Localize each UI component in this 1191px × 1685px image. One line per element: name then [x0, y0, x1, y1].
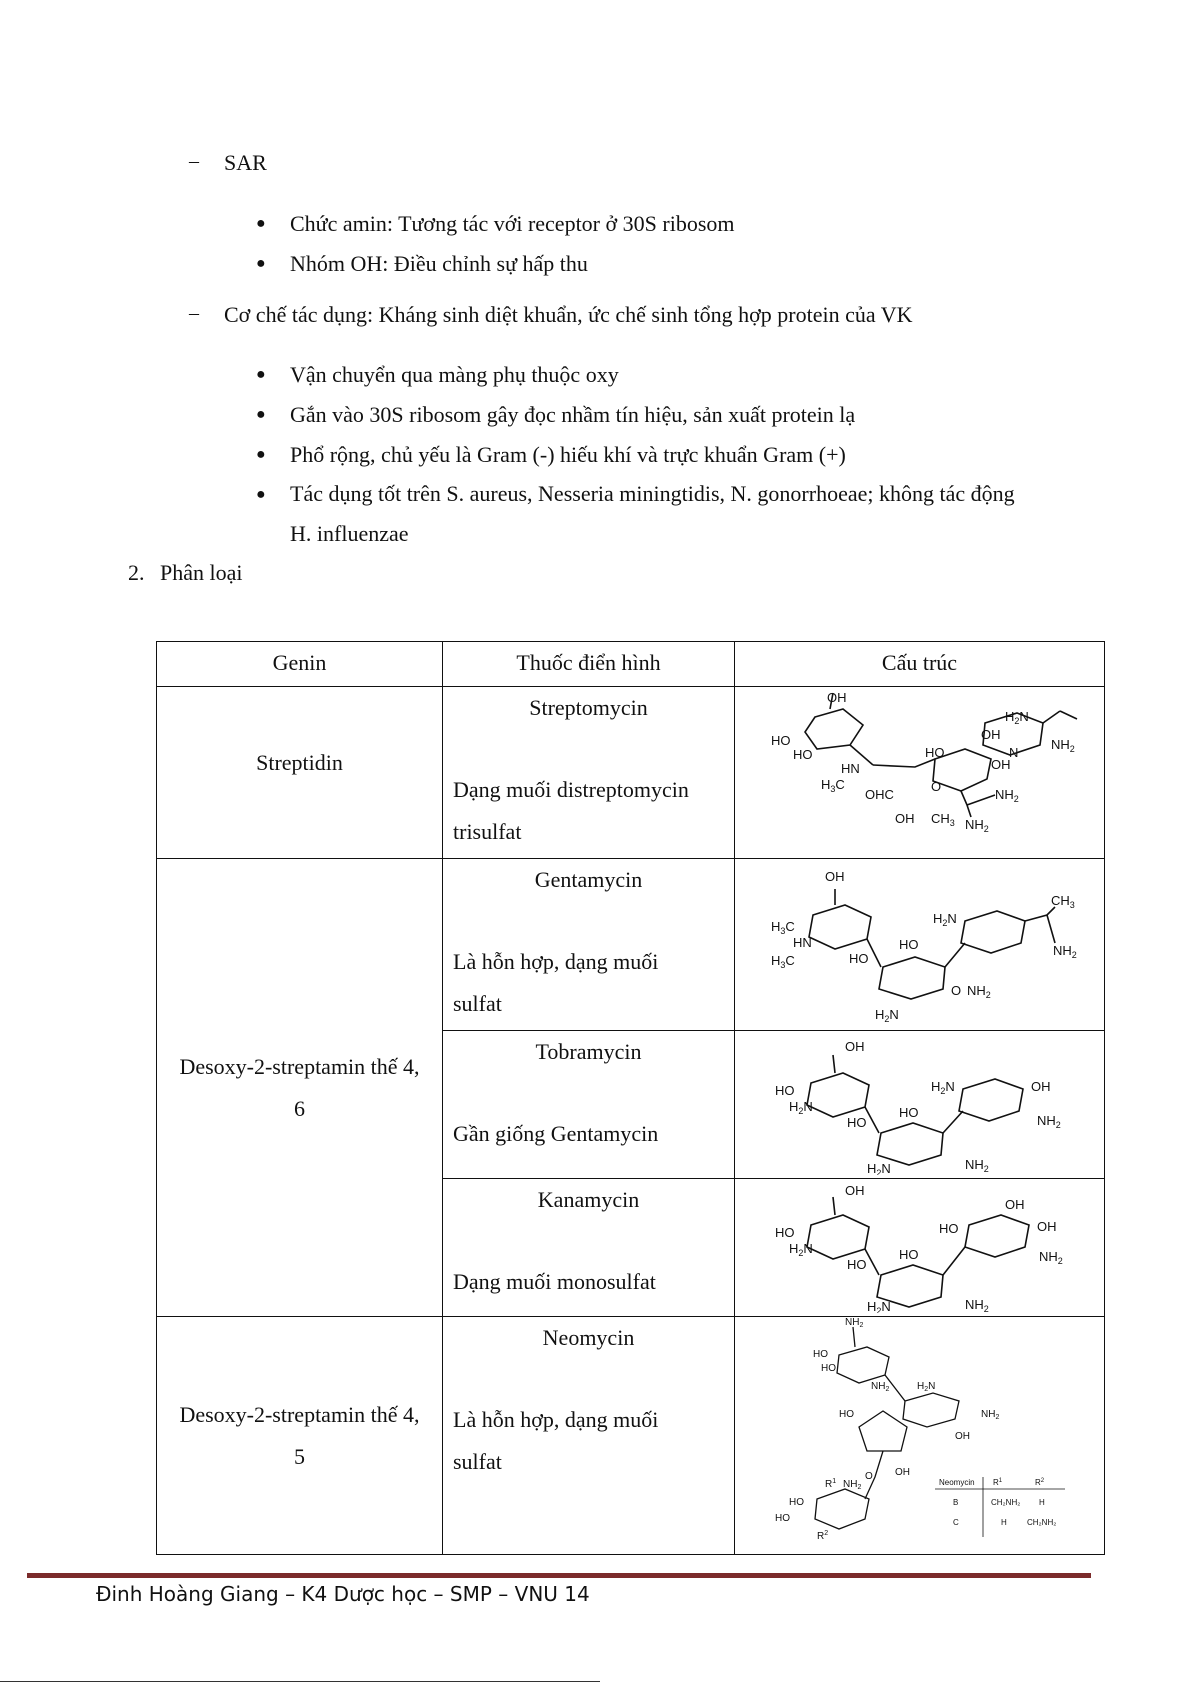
drug-name-tobramycin: Tobramycin: [535, 1039, 642, 1064]
section-number: 2.: [128, 560, 145, 585]
label-nh2: $NH_2$: [1038, 1249, 1063, 1266]
genin-desoxy-45: Desoxy-2-streptamin thế 4,: [179, 1401, 420, 1427]
drug-desc: trisulfat: [453, 819, 522, 844]
label-nh2: $NH_2$: [964, 1297, 989, 1313]
label-nh2: $NH_2$: [964, 817, 989, 834]
label-hn: HN: [840, 761, 860, 776]
label-oh: OH: [1004, 1197, 1024, 1212]
label-h2n: $H_2N$: [788, 1241, 813, 1258]
drug-desc: Dạng muối distreptomycin: [453, 777, 689, 802]
dash-marker: –: [189, 150, 199, 172]
label-o: O: [864, 1471, 873, 1482]
label-h2n: $H_2N$: [874, 1007, 899, 1024]
neo-table-r1: $R^1$: [992, 1478, 1002, 1487]
label-ho: HO: [898, 937, 918, 952]
label-nh2: $NH_2$: [870, 1381, 889, 1393]
label-nh2: $NH_2$: [1036, 1113, 1061, 1130]
neo-c: C: [952, 1518, 959, 1527]
drug-cell: [443, 687, 735, 859]
drug-name-gentamycin: Gentamycin: [534, 867, 643, 892]
label-ho: HO: [774, 1083, 794, 1098]
dash-marker: –: [189, 302, 199, 324]
label-ho: HO: [788, 1497, 804, 1508]
drug-cell: [443, 1031, 735, 1179]
mechanism-title: Cơ chế tác dụng: Kháng sinh diệt khuẩn, ức chế sinh tổng hợp protein của VK: [224, 302, 913, 327]
label-ho: HO: [774, 1513, 790, 1524]
label-nh2: $NH_2$: [1050, 737, 1075, 754]
section-title: Phân loại: [160, 560, 243, 585]
neo-c-r1: H: [1000, 1518, 1007, 1527]
label-ho: HO: [792, 747, 812, 762]
header-genin: Genin: [157, 642, 443, 687]
bottom-rule: [0, 1681, 600, 1682]
label-o: O: [950, 983, 961, 998]
streptomycin-structure: [755, 687, 1085, 855]
table-row: [157, 687, 1105, 859]
sar-bullet-1: Chức amin: Tương tác với receptor ở 30S ribosom: [290, 211, 735, 236]
label-r1: $R^1$: [824, 1478, 836, 1490]
neo-c-r2: CH₂NH₂: [1026, 1518, 1056, 1527]
label-ch3: $CH_3$: [1050, 893, 1075, 910]
drug-cell: [443, 1317, 735, 1555]
label-ch3: $CH_3$: [930, 811, 955, 828]
classification-table: [156, 641, 1105, 1555]
label-ho: HO: [812, 1349, 828, 1360]
label-nh2: $NH_2$: [964, 1157, 989, 1174]
neo-b: B: [952, 1498, 958, 1507]
neo-b-r2: H: [1038, 1498, 1045, 1507]
drug-name-kanamycin: Kanamycin: [537, 1187, 640, 1212]
label-nh2: $NH_2$: [842, 1479, 861, 1491]
table-row: [157, 859, 1105, 1031]
bullet-dot: ●: [256, 406, 266, 423]
label-oh: OH: [844, 1183, 864, 1198]
page-footer: Đinh Hoàng Giang – K4 Dược học – SMP – VNU 14: [96, 1582, 590, 1606]
drug-name-streptomycin: Streptomycin: [529, 695, 648, 720]
drug-desc: Dạng muối monosulfat: [453, 1269, 656, 1294]
kanamycin-structure: [755, 1179, 1085, 1313]
label-nh2: $NH_2$: [994, 787, 1019, 804]
header-structure: Cấu trúc: [735, 642, 1105, 687]
structure-cell: [735, 1179, 1105, 1317]
label-h3c: $H_3C$: [770, 919, 795, 936]
bullet-dot: ●: [256, 215, 266, 232]
label-oh: OH: [826, 690, 846, 705]
mechanism-bullet-1: Vận chuyển qua màng phụ thuộc oxy: [290, 362, 619, 387]
mechanism-bullet-2: Gắn vào 30S ribosom gây đọc nhầm tín hiệu, sản xuất protein lạ: [290, 402, 856, 427]
neo-b-r1: CH₂NH₂: [990, 1498, 1020, 1507]
bullet-dot: ●: [256, 446, 266, 463]
label-h2n: $H_2N$: [866, 1161, 891, 1175]
label-hn: HN: [792, 935, 812, 950]
mechanism-bullet-4: Tác dụng tốt trên S. aureus, Nesseria miningtidis, N. gonorrhoeae; không tác động: [290, 481, 1015, 506]
tobramycin-structure: [755, 1031, 1085, 1175]
label-oh: OH: [1036, 1219, 1056, 1234]
label-ho: HO: [770, 733, 790, 748]
neo-table-header: Neomycin: [938, 1478, 975, 1487]
label-h2n: $H_2N$: [930, 1079, 955, 1096]
label-oh: OH: [954, 1431, 970, 1442]
header-drug: Thuốc điển hình: [443, 642, 735, 687]
drug-desc: sulfat: [453, 991, 502, 1016]
neomycin-structure: [755, 1317, 1085, 1549]
bullet-dot: ●: [256, 366, 266, 383]
label-oh: OH: [894, 1467, 910, 1478]
label-ho: HO: [898, 1105, 918, 1120]
genin-cell: [157, 1317, 443, 1555]
mechanism-bullet-4-cont: H. influenzae: [290, 521, 409, 546]
structure-cell: [735, 687, 1105, 859]
label-oh: OH: [1030, 1079, 1050, 1094]
table-header-row: [157, 642, 1105, 687]
structure-cell: [735, 1317, 1105, 1555]
label-r2: $R^2$: [816, 1530, 828, 1542]
label-h2n: $H_2N$: [788, 1099, 813, 1116]
label-oh: OH: [990, 757, 1010, 772]
label-nh2: $NH_2$: [844, 1317, 863, 1329]
label-h2n: $H_2N$: [916, 1381, 935, 1393]
gentamycin-structure: [755, 859, 1085, 1027]
label-ho: HO: [898, 1247, 918, 1262]
drug-desc: Là hỗn hợp, dạng muối: [453, 949, 659, 974]
label-nh2: $NH_2$: [1052, 943, 1077, 960]
label-ho: HO: [838, 1409, 854, 1420]
label-o: O: [930, 779, 941, 794]
label-n: N: [1008, 745, 1018, 760]
genin-desoxy-46-cont: 6: [294, 1095, 305, 1121]
drug-name-neomycin: Neomycin: [542, 1325, 635, 1350]
drug-desc: sulfat: [453, 1449, 502, 1474]
label-ho: HO: [846, 1115, 866, 1130]
label-h2n: $H_2N$: [932, 911, 957, 928]
label-nh2: $NH_2$: [980, 1409, 999, 1421]
genin-cell: [157, 859, 443, 1317]
label-oh: OH: [980, 727, 1000, 742]
neo-table-r2: $R^2$: [1034, 1478, 1044, 1487]
table-row: [157, 1317, 1105, 1555]
structure-cell: [735, 859, 1105, 1031]
drug-cell: [443, 1179, 735, 1317]
drug-desc: Gần giống Gentamycin: [453, 1121, 659, 1146]
genin-desoxy-46: Desoxy-2-streptamin thế 4,: [179, 1053, 420, 1079]
genin-cell: [157, 687, 443, 859]
structure-cell: [735, 1031, 1105, 1179]
drug-desc: Là hỗn hợp, dạng muối: [453, 1407, 659, 1432]
label-h2n: $H_2N$: [866, 1299, 891, 1313]
sar-bullet-2: Nhóm OH: Điều chỉnh sự hấp thu: [290, 251, 588, 276]
bullet-dot: ●: [256, 486, 266, 503]
label-ho: HO: [846, 1257, 866, 1272]
label-ho: HO: [820, 1363, 836, 1374]
label-ho: HO: [774, 1225, 794, 1240]
sar-title: SAR: [224, 150, 267, 175]
label-oh: OH: [824, 869, 844, 884]
label-ho: HO: [938, 1221, 958, 1236]
genin-streptidin: Streptidin: [256, 749, 343, 775]
footer-divider: [27, 1573, 1091, 1578]
genin-desoxy-45-cont: 5: [294, 1443, 305, 1469]
label-h3c: $H_3C$: [820, 777, 845, 794]
label-ho: HO: [848, 951, 868, 966]
label-oh: OH: [844, 1039, 864, 1054]
label-ohc: OHC: [864, 787, 894, 802]
label-h2n: $H_2N$: [1004, 709, 1029, 726]
label-nh2: $NH_2$: [966, 983, 991, 1000]
label-ho: HO: [924, 745, 944, 760]
bullet-dot: ●: [256, 255, 266, 272]
drug-cell: [443, 859, 735, 1031]
label-h3c: $H_3C$: [770, 953, 795, 970]
mechanism-bullet-3: Phổ rộng, chủ yếu là Gram (-) hiếu khí và trực khuẩn Gram (+): [290, 442, 846, 467]
label-oh: OH: [894, 811, 914, 826]
